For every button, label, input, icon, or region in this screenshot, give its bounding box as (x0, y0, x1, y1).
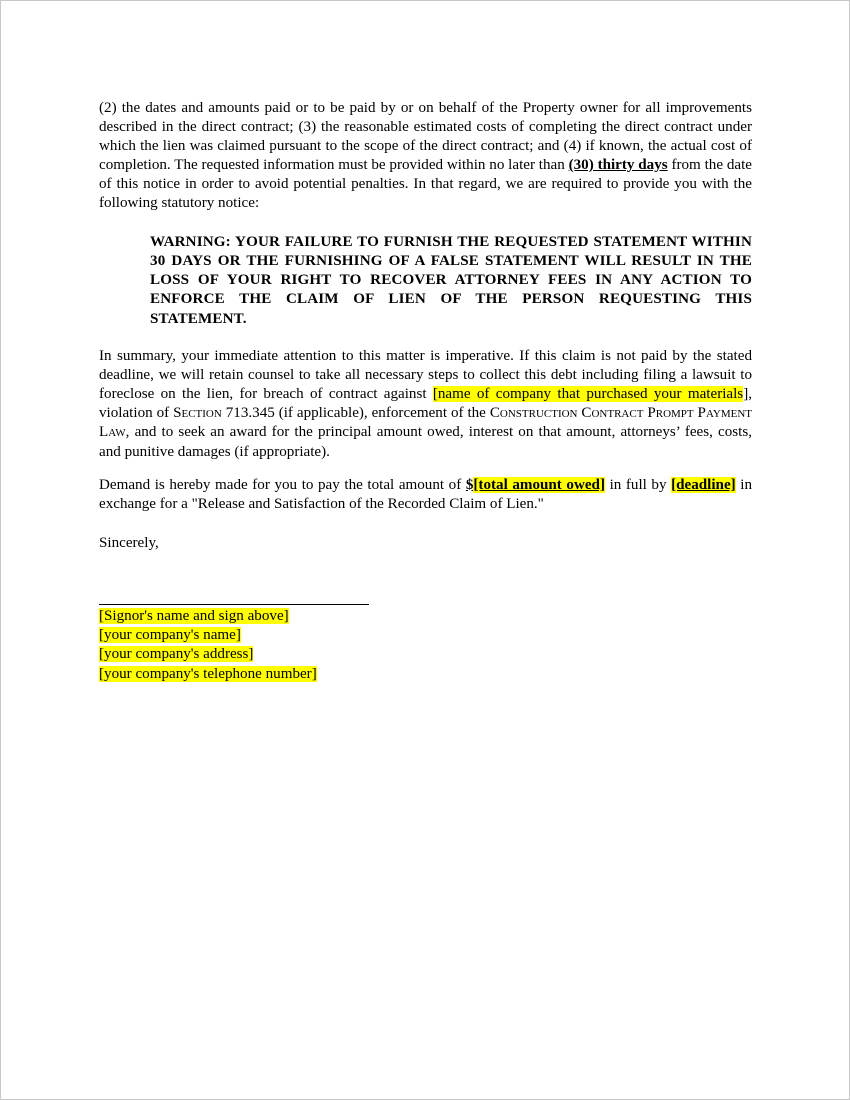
signature-line-company-name (99, 626, 752, 645)
paragraph-statutory-request (99, 99, 752, 214)
signature-block (99, 607, 752, 684)
paragraph-1-text-part-2: from the date of this notice in order to avoid potential penalties. In that regard, we are required to provide you with the following statutory notice: (99, 157, 752, 212)
paragraph-2-text-part-3: 713.345 (if applicable), enforcement of the (221, 405, 490, 422)
paragraph-3-text-part-2: in full by (604, 476, 672, 493)
paragraph-2-text-part-4: , and to seek an award for the principal amount owed, interest on that amount, attorneys’ fees, costs, and punitive damages (if appropriate). (99, 424, 752, 460)
paragraph-payment-demand (99, 476, 752, 514)
thirty-days-emphasis: (30) thirty days (568, 157, 668, 174)
document-content (99, 99, 752, 684)
signature-line-company-name-text: [your company's name] (99, 627, 241, 644)
placeholder-company-name: [name of company that purchased your materials (432, 386, 744, 403)
placeholder-deadline: [deadline] (671, 476, 736, 493)
prompt-payment-law-label: Construction Contract Prompt Payment Law (99, 405, 752, 441)
closing-salutation: Sincerely, (99, 534, 159, 551)
signature-line-company-phone-text: [your company's telephone number] (99, 665, 317, 682)
signature-line-signor-text: [Signor's name and sign above] (99, 607, 289, 624)
placeholder-total-amount-owed: [total amount owed] (473, 476, 605, 493)
signature-line-company-phone (99, 665, 752, 684)
paragraph-1-text-part-1: (2) the dates and amounts paid or to be paid by or on behalf of the Property owner for all improvements described in the direct contract; (3) the reasonable estimated costs of completing the direct contract under which the lien was claimed pursuant to the scope of the direct contract; and (4) if known, the actual cost of completion. The requested information must be provided within no later than (99, 100, 752, 174)
dollar-sign: $ (465, 476, 474, 493)
signature-line-company-address-text: [your company's address] (99, 646, 254, 663)
statutory-warning-block (99, 233, 752, 329)
signature-line-company-address (99, 645, 752, 664)
signature-rule (99, 604, 369, 605)
paragraph-2-text-part-2: ], violation of (99, 386, 752, 422)
paragraph-3-text-part-3: in exchange for a "Release and Satisfaction of the Recorded Claim of Lien." (99, 476, 753, 512)
statutory-warning-text: WARNING: YOUR FAILURE TO FURNISH THE REQUESTED STATEMENT WITHIN 30 DAYS OR THE FURNISHING OF A FALSE STATEMENT WILL RESULT IN THE LOSS OF YOUR RIGHT TO RECOVER ATTORNEY FEES IN ANY ACTION TO ENFORCE THE CLAIM OF LIEN OF THE PERSON REQUESTING THIS STATEMENT. (150, 233, 752, 327)
paragraph-3-text-part-1: Demand is hereby made for you to pay the total amount of (99, 476, 466, 493)
paragraph-summary-demand (99, 347, 752, 462)
signature-line-signor (99, 607, 752, 626)
statute-section-label: Section (173, 405, 222, 422)
paragraph-2-text-part-1: In summary, your immediate attention to this matter is imperative. If this claim is not paid by the stated deadline, we will retain counsel to take all necessary steps to collect this debt including filing a lawsuit to foreclose on the lien, for breach of contract against (99, 348, 752, 403)
